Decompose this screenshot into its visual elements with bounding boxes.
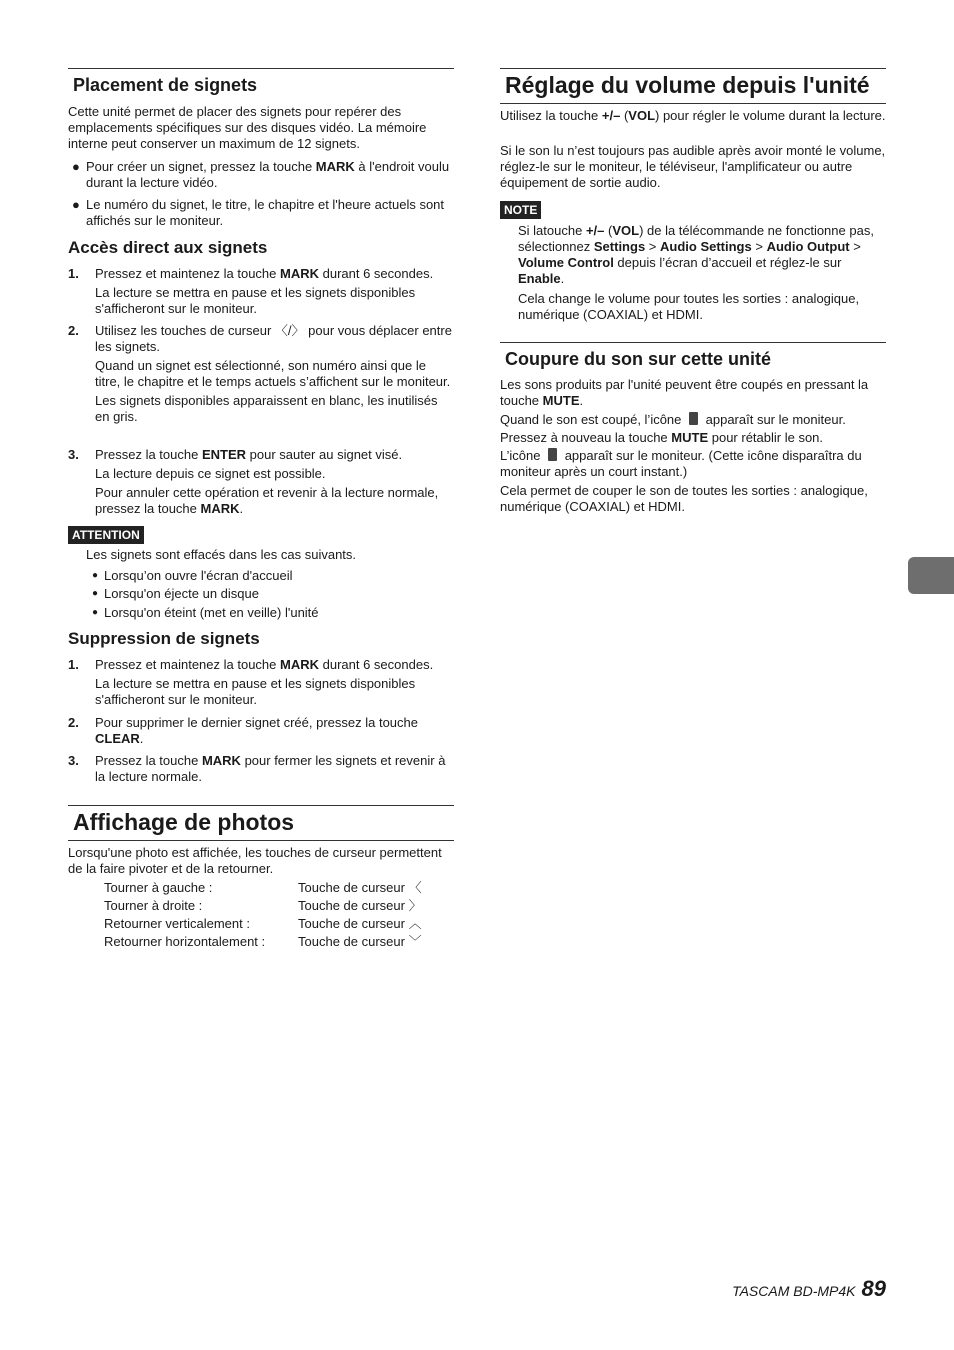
acces-step-3: 3. Pressez la touche ENTER pour sauter au signet visé. La lecture depuis ce signet est possible. Pour annuler cette opération et revenir à la lecture normale, pressez la touche MARK.: [68, 447, 439, 516]
attention-text: Les signets sont effacés dans les cas suivants.: [86, 547, 357, 562]
acces-step-2: 2. Utilisez les touches de curseur 〈/〉 pour vous déplacer entre les signets. Quand un signet est sélectionné, son numéro ainsi que le titre, le chapitre et le temps actuels s’affichent sur le moniteur. Les signets disponibles apparaissent en blanc, les inutilisés en gris.: [68, 323, 452, 424]
note-text-1: Si latouche +/– (VOL) de la télécommande ne fonctionne pas, sélectionnez Settings > Audio Settings > Audio Output > Volume Control depuis l’écran d’accueil et réglez-le sur Enable.: [518, 223, 874, 286]
placement-heading: Placement de signets: [68, 68, 454, 97]
table-row: Tourner à droite : Touche de curseur 〉: [104, 898, 422, 913]
acces-step-1: 1. Pressez et maintenez la touche MARK durant 6 secondes. La lecture se mettra en pause et les signets disponibles s'afficheront sur le moniteur.: [68, 266, 434, 316]
table-row: Tourner à gauche : Touche de curseur 〈: [104, 880, 422, 895]
suppression-step-1: 1. Pressez et maintenez la touche MARK durant 6 secondes. La lecture se mettra en pause et les signets disponibles s'afficheront sur le moniteur.: [68, 657, 434, 707]
mute-icon: [689, 412, 698, 425]
note-text-2: Cela change le volume pour toutes les sorties : analogique, numérique (COAXIAL) et HDMI.: [518, 291, 860, 322]
suppression-step-3: 3. Pressez la touche MARK pour fermer les signets et revenir à la lecture normale.: [68, 753, 446, 784]
section-tab-marker: [908, 557, 954, 594]
coupure-p2: Quand le son est coupé, l’icône apparaît sur le moniteur.: [500, 412, 846, 427]
suppression-heading: Suppression de signets: [68, 629, 260, 648]
placement-bullet-2: ● Le numéro du signet, le titre, le chapitre et l'heure actuels sont affichés sur le moniteur.: [72, 197, 445, 228]
suppression-step-2: 2. Pour supprimer le dernier signet créé, pressez la touche CLEAR.: [68, 715, 418, 746]
acces-heading: Accès direct aux signets: [68, 238, 268, 257]
attention-item: ● Lorsqu’on ouvre l'écran d'accueil: [92, 568, 293, 583]
table-row: Retourner horizontalement : Touche de curseur ﹀: [104, 934, 422, 949]
bullet-icon: ●: [72, 159, 80, 174]
coupure-p5: Cela permet de couper le son de toutes les sorties : analogique, numérique (COAXIAL) et HDMI.: [500, 483, 868, 514]
page-footer: [732, 1276, 886, 1301]
coupure-p3: Pressez à nouveau la touche MUTE pour rétablir le son.: [500, 430, 824, 445]
volume-heading: Réglage du volume depuis l'unité: [500, 68, 886, 104]
photos-heading: Affichage de photos: [68, 805, 454, 841]
table-row: Retourner verticalement : Touche de curseur ︿: [104, 916, 422, 931]
attention-badge: ATTENTION: [68, 526, 144, 544]
coupure-p1: Les sons produits par l'unité peuvent être coupés en pressant la touche MUTE.: [500, 377, 869, 408]
coupure-heading: Coupure du son sur cette unité: [500, 342, 886, 371]
attention-item: ● Lorsqu'on éteint (met en veille) l'unité: [92, 605, 319, 620]
unmute-icon: [548, 448, 557, 461]
volume-p1: Utilisez la touche +/– (VOL) pour régler le volume durant la lecture.: [500, 108, 886, 123]
footer-brand: TASCAM BD-MP4K: [732, 1283, 856, 1299]
bullet-icon: ●: [72, 197, 80, 212]
note-badge: NOTE: [500, 201, 541, 219]
attention-item: ● Lorsqu'on éjecte un disque: [92, 586, 259, 601]
photos-intro: Lorsqu'une photo est affichée, les touches de curseur permettent de la faire pivoter et de la retourner.: [68, 845, 442, 876]
volume-p2: Si le son lu n’est toujours pas audible après avoir monté le volume, réglez-le sur le moniteur, le téléviseur, l'amplificateur ou autre équipement de sortie audio.: [500, 143, 886, 190]
placement-bullet-1: ● Pour créer un signet, pressez la touche MARK à l'endroit voulu durant la lecture vidéo.: [72, 159, 450, 190]
photos-table: [104, 879, 444, 951]
page-number: 89: [861, 1276, 886, 1301]
placement-intro: Cette unité permet de placer des signets pour repérer des emplacements spécifiques sur des disques vidéo. La mémoire interne peut conserver un maximum de 12 signets.: [68, 104, 427, 151]
coupure-p4: L’icône apparaît sur le moniteur. (Cette icône disparaîtra du moniteur après un court instant.): [500, 448, 862, 479]
